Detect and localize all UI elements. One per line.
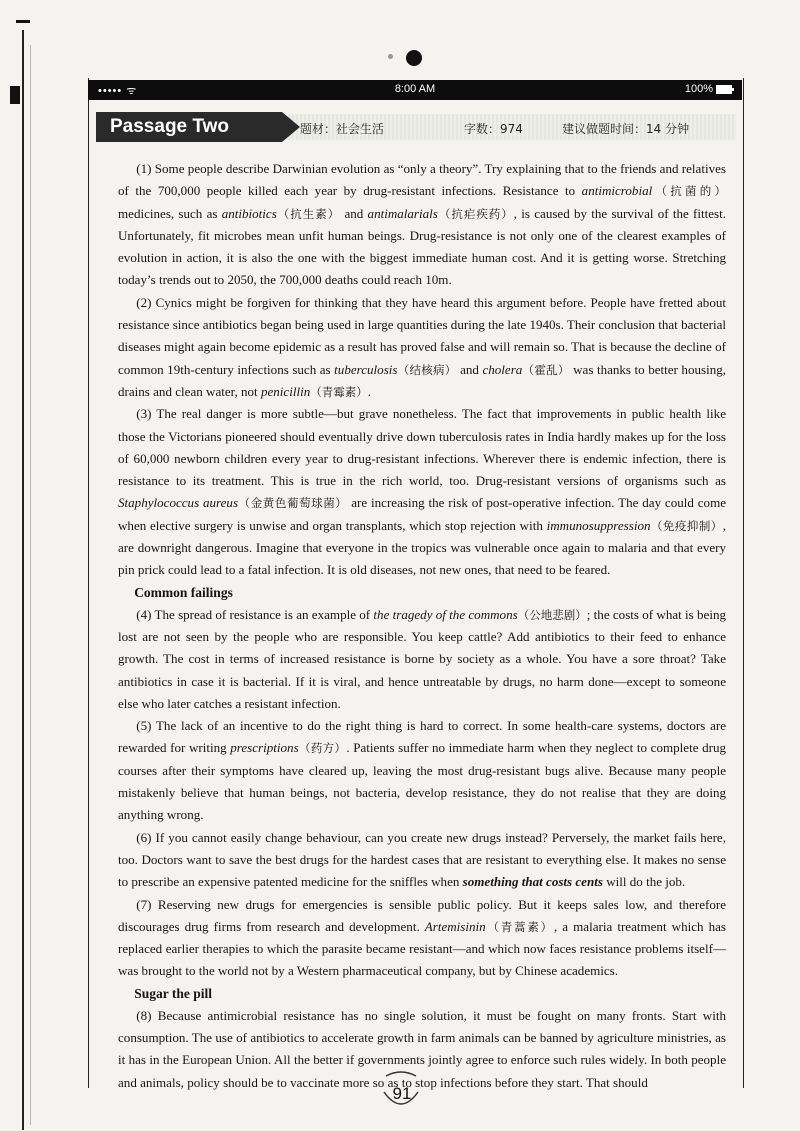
text-run: (6) If you cannot easily change behaviour, can you create new drugs instead? Perversely, the market fails here, too. Doctors want to save the best drugs for the hardest cases that are resistant to everything else. It makes no sense to prescribe an expensive patented medicine for the sniffles when xyxy=(118,829,726,890)
article-body xyxy=(118,158,726,1094)
chinese-gloss: （结核病） xyxy=(397,362,457,377)
text-run: was thanks to better housing, drains and clean water, not xyxy=(118,361,727,399)
text-run: (3) The real danger is more subtle—but grave nonetheless. The fact that improvements in public health like those the Victorians pioneered should eventually drive down tuberculosis rates in India hardly makes up for the loss of 60,000 newborn children every year to drug-resistant infections. Wherever there is endemic infection, there is resistance to its treatment. This is true in the rich world, too. Drug-resistant versions of organisms such as xyxy=(118,406,726,489)
binding-line xyxy=(22,30,24,1130)
text-run: (7) Reserving new drugs for emergencies is sensible public policy. But it keeps sales low, and therefore discourages drug firms from research and development. xyxy=(118,896,726,934)
camera-icon xyxy=(406,50,422,66)
italic-term: penicillin xyxy=(260,383,311,399)
paragraph xyxy=(118,158,726,292)
italic-term: prescriptions xyxy=(230,740,299,756)
italic-term: immunosuppression xyxy=(546,517,651,533)
italic-term: antimalarials xyxy=(367,205,438,221)
text-run: . xyxy=(367,383,371,399)
text-run: medicines, such as xyxy=(118,205,222,221)
text-run: ; the costs of what is being lost are not seen by the people who are responsible. You keep cattle? Add antibiotics to their feed to enhance growth. The cost in terms of increased resistance is borne by society as a whole. You have a sore throat? Take antibiotics in case it is bacterial. If it is viral, and hence untreatable by drugs, no harm done—except to someone else who later catches a resistant infection. xyxy=(118,606,726,711)
italic-term: tuberculosis xyxy=(334,361,398,377)
binding-mark-top xyxy=(16,20,30,23)
passage-label: Passage Two xyxy=(96,112,282,142)
chinese-gloss: （青蒿素） xyxy=(485,919,554,934)
status-time: 8:00 AM xyxy=(394,83,436,95)
text-run: are increasing the risk of post-operative infection. The day could come when elective surgery is unwise and organ transplants, which stop rejection with xyxy=(118,495,727,533)
text-run: , a malaria treatment which has replaced earlier therapies to which the parasite became resistant—and which now faces resistance problems itself—was brought to the world not by a Western pharmaceutical company, but by Chinese academics. xyxy=(118,918,726,979)
italic-term: Artemisinin xyxy=(424,918,486,934)
word-count: 字数：974 xyxy=(464,122,523,136)
binding-line-faint xyxy=(30,45,31,1125)
text-run: , is caused by the survival of the fittest. Unfortunately, fit microbes mean unfit human beings. Drug-resistance is not only one of the clearest examples of evolution in action, it is also the one with the biggest immediate human cost. And it is getting worse. Stretching today’s trends out to 2050, the 700,000 deaths could reach 10m. xyxy=(118,205,727,288)
text-run: will do the job. xyxy=(602,874,686,890)
text-run: and xyxy=(340,205,368,221)
italic-term: cholera xyxy=(482,361,523,377)
chinese-gloss: （药方） xyxy=(298,741,347,756)
binding-mark xyxy=(10,86,20,104)
battery-icon xyxy=(716,85,732,94)
chinese-gloss: （抗疟疾药） xyxy=(437,206,514,221)
battery-percent: 100% xyxy=(684,83,713,95)
italic-term: something that costs cents xyxy=(462,874,603,890)
chinese-gloss: （金黄色葡萄球菌） xyxy=(238,496,348,511)
chinese-gloss: （青霉素） xyxy=(310,384,368,399)
page-binding-edge xyxy=(0,0,40,1131)
text-run: (4) The spread of resistance is an example of xyxy=(136,606,374,622)
chinese-gloss: （抗生素） xyxy=(276,206,341,221)
chinese-gloss: （霍乱） xyxy=(522,362,570,377)
chinese-gloss: （公地悲剧） xyxy=(517,607,587,622)
page-number: 91 xyxy=(392,1084,412,1103)
text-run: (8) Because antimicrobial resistance has no single solution, it must be fought on many fronts. Start with consumption. The use of antibiotics to accelerate growth in farm animals can be banned by agriculture ministries, as it has in the European Union. All the better if governments jointly agree to enforce such rules widely. In both people and animals, policy should be to vaccinate more so as to stop infections before they start. That should xyxy=(118,1007,726,1090)
paragraph xyxy=(118,827,726,894)
paragraph xyxy=(118,894,726,983)
section-heading: Sugar the pill xyxy=(134,985,212,1001)
text-run: and xyxy=(456,361,483,377)
section-heading: Common failings xyxy=(134,584,233,600)
sensor-dot xyxy=(388,54,393,59)
italic-term: antimicrobial xyxy=(581,183,653,199)
text-run: (2) Cynics might be forgiven for thinking that they have heard this argument before. People have fretted about resistance since antibiotics began being used in large quantities during the late 1940s. Their conclusion that bacterial diseases might again become epidemic as a result has proved false and will remain so. That is because the decline of common 19th-century infections such as xyxy=(118,294,726,377)
chinese-gloss: （免疫抑制） xyxy=(650,518,723,533)
chinese-gloss: （抗菌的） xyxy=(652,184,727,199)
passage-header xyxy=(88,104,742,146)
signal-icon: ••••• ᯤ xyxy=(98,85,138,97)
paragraph xyxy=(118,604,726,715)
text-run: . Patients suffer no immediate harm when they neglect to complete drug courses after their symptoms have cleared up, leaving the most drug-resistant bugs alive. Because many people mistakenly believe that human beings, not bacteria, develop resistance, they do not realise that they are doing anything wrong. xyxy=(118,740,727,823)
suggested-time: 建议做题时间：14 分钟 xyxy=(562,122,690,136)
text-run: (5) The lack of an incentive to do the right thing is hard to correct. In some health-care systems, doctors are rewarded for writing xyxy=(118,718,726,756)
topic-label: 题材：社会生活 xyxy=(300,122,385,136)
italic-term: antibiotics xyxy=(221,205,277,221)
paragraph xyxy=(118,403,726,581)
battery-status xyxy=(685,83,732,95)
status-bar xyxy=(88,80,742,100)
italic-term: Staphylococcus aureus xyxy=(118,495,239,511)
text-run: (1) Some people describe Darwinian evolution as “only a theory”. Try explaining that to the friends and relatives of the 700,000 people killed each year by drug-resistant infections. Resistance to xyxy=(118,161,726,199)
text-run: , are downright dangerous. Imagine that everyone in the tropics was vulnerable once again to malaria and that every pin prick could lead to a fatal infection. It is old diseases, not new ones, that need to be feared. xyxy=(118,517,726,578)
paragraph xyxy=(118,715,726,826)
paragraph xyxy=(118,292,726,403)
italic-term: the tragedy of the commons xyxy=(373,606,518,622)
